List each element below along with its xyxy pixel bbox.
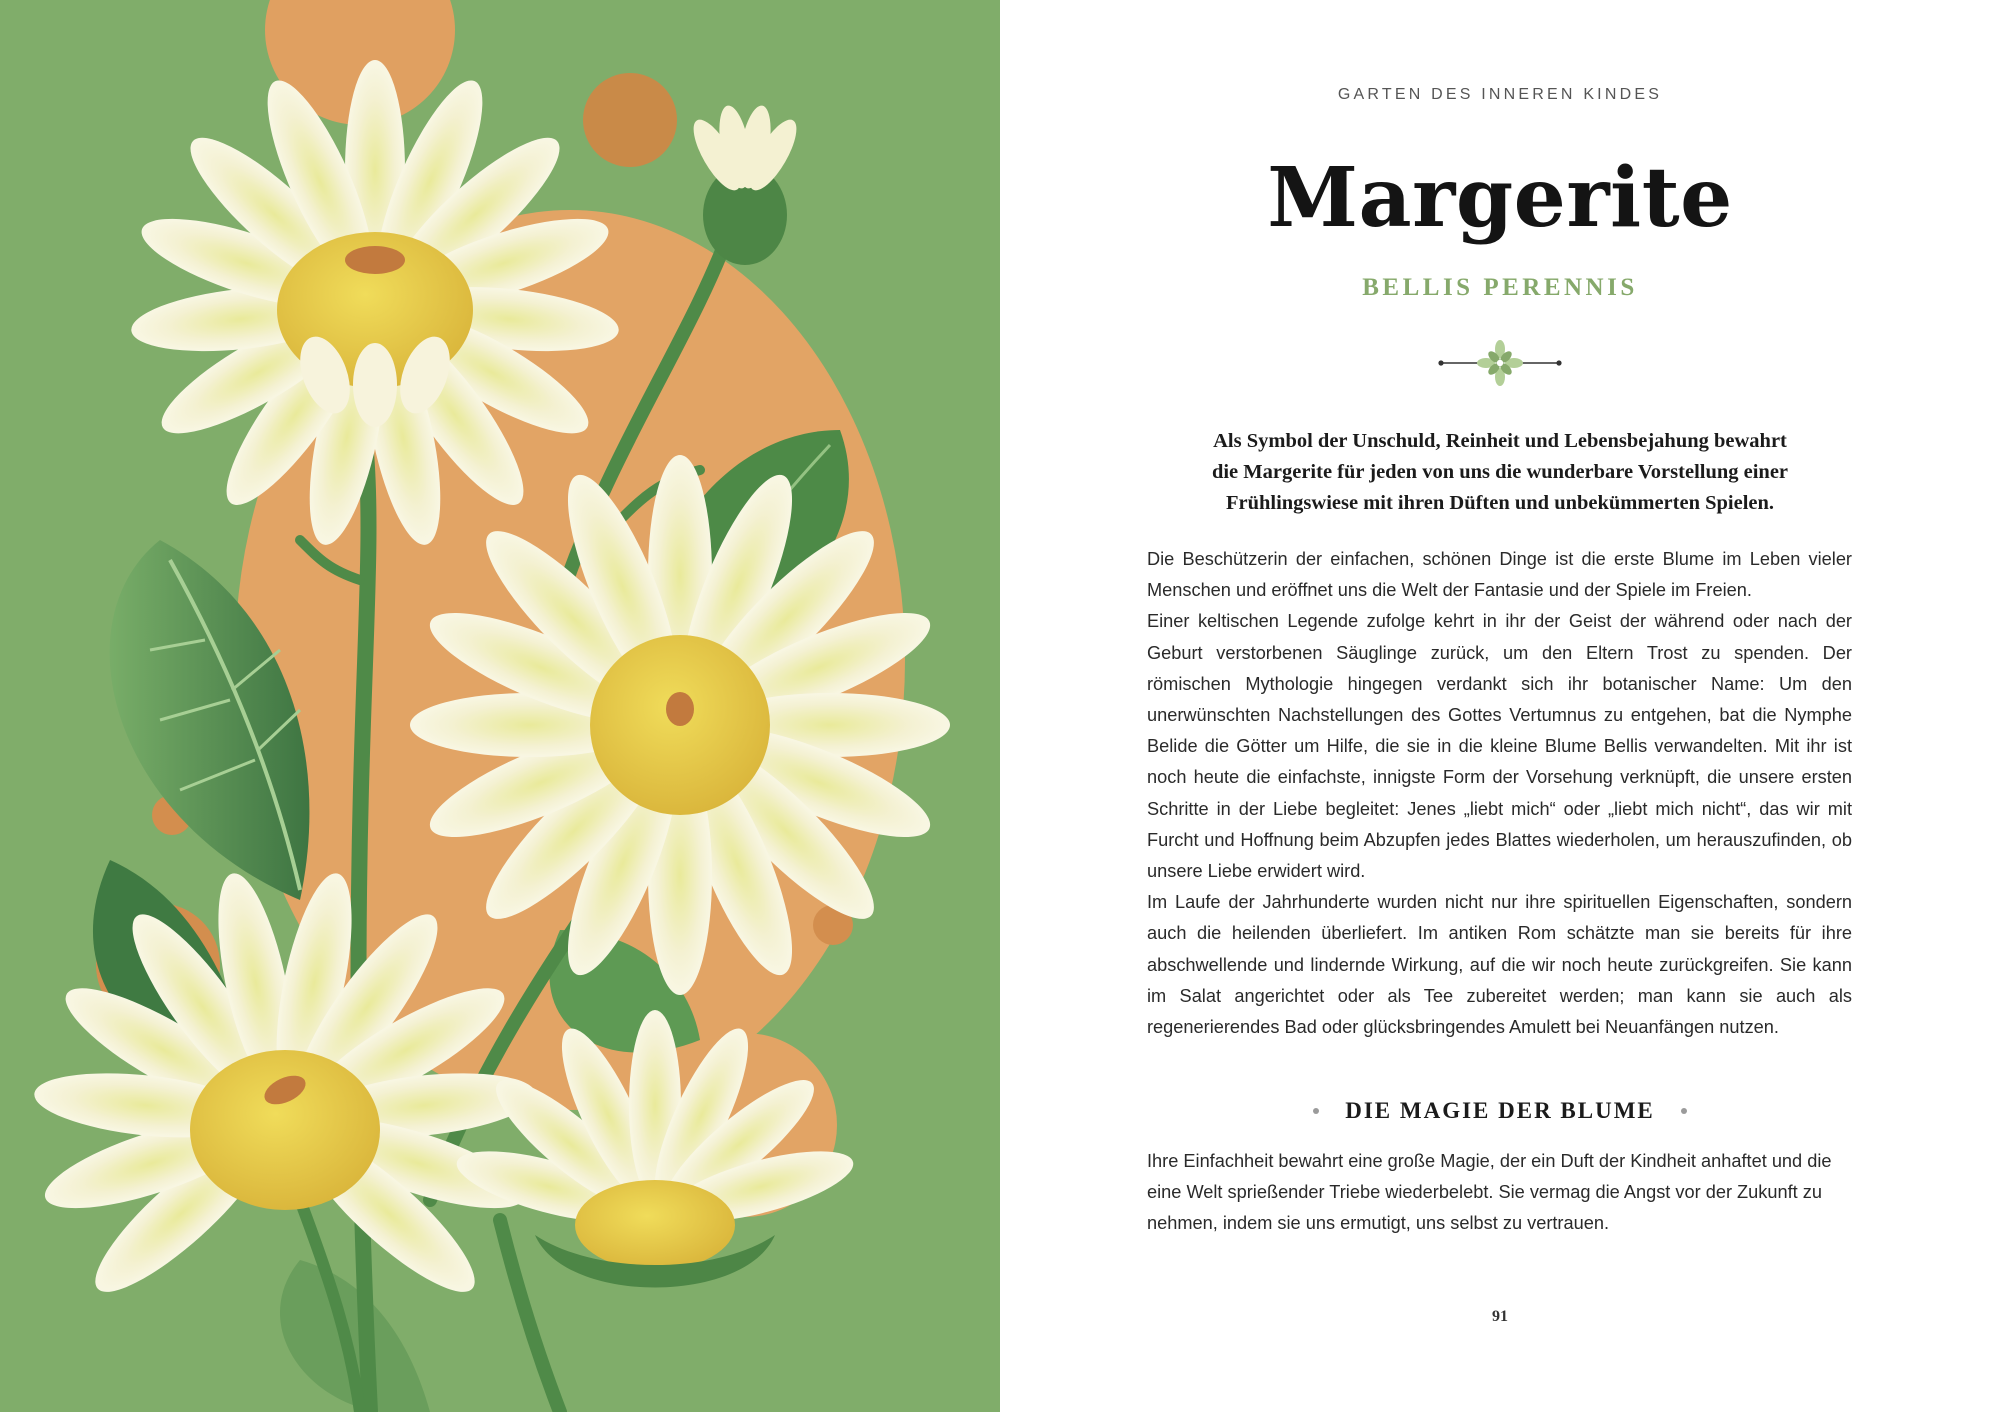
section-heading — [1000, 1098, 2000, 1124]
daisy-center — [410, 455, 950, 995]
intro-line: Frühlingswiese mit ihren Düften und unbekümmerten Spielen. — [1225, 492, 1775, 514]
magic-paragraph: Ihre Einfachheit bewahrt eine große Magie, der ein Duft der Kindheit anhaftet und die eine Welt sprießender Triebe wiederbelebt. Sie vermag die Angst vor der Zukunft zu nehmen, indem sie uns ermutigt, uns selbst zu vertrauen. — [1147, 1151, 1832, 1234]
body-paragraph: Im Laufe der Jahrhunderte wurden nicht nur ihre spirituellen Eigenschaften, sondern auch die heilenden überliefert. Im antiken Rom schätzte man sie bereits für ihre abschwellende und lindernde Wirkung, auf die wir noch heute zurückgreifen. Sie kann im Salat angerichtet oder als Tee zubereitet werden; man kann sie auch als regenerierendes Bad oder glücksbringendes Amulett bei Neuanfängen nutzen. — [1147, 892, 1852, 1038]
body-text — [1147, 544, 1852, 1043]
intro-lead — [1150, 426, 1850, 519]
bullet-dot-icon — [1313, 1108, 1319, 1114]
circle-small-top-right — [583, 73, 677, 167]
body-paragraph: Die Beschützerin der einfachen, schönen Dinge ist die erste Blume im Leben vieler Menschen und eröffnet uns die Welt der Fantasie und der Spiele im Freien. — [1147, 549, 1852, 601]
latin-name: BELLIS PERENNIS — [1362, 274, 1638, 301]
body-paragraph: Einer keltischen Legende zufolge kehrt in ihr der Geist der während oder nach der Geburt verstorbenen Säuglinge zurück, um den Eltern Trost zu spenden. Der römischen Mythologie hingegen verdankt sich ihr botanischer Name: Um den unerwünschten Nachstellungen des Gottes Vertumnus zu entgehen, bat die Nymphe Belide die Götter um Hilfe, die sie in die kleine Blume Bellis verwandelten. Mit ihr ist noch heute die einfachste, innigste Form der Vorsehung verknüpft, die unsere ersten Schritte in der Liebe begleitet: Jenes „liebt mich“ oder „liebt mich nicht“, das wir mit Furcht und Hoffnung beim Abzupfen jedes Blattes wiederholen, um herauszufinden, ob unsere Liebe erwidert wird. — [1147, 611, 1852, 882]
page-title: Margerite — [1267, 150, 1733, 246]
magic-text — [1147, 1146, 1852, 1240]
flower-divider-ornament-icon — [1436, 340, 1564, 386]
text-page — [1000, 0, 2000, 1412]
intro-line: Als Symbol der Unschuld, Reinheit und Lebensbejahung bewahrt — [1213, 430, 1787, 452]
bullet-dot-icon — [1681, 1108, 1687, 1114]
intro-line: die Margerite für jeden von uns die wunderbare Vorstellung einer — [1211, 461, 1789, 483]
running-head: GARTEN DES INNEREN KINDES — [1337, 86, 1663, 103]
section-heading-label: DIE MAGIE DER BLUME — [1345, 1098, 1655, 1123]
page-number: 91 — [1492, 1308, 1508, 1325]
